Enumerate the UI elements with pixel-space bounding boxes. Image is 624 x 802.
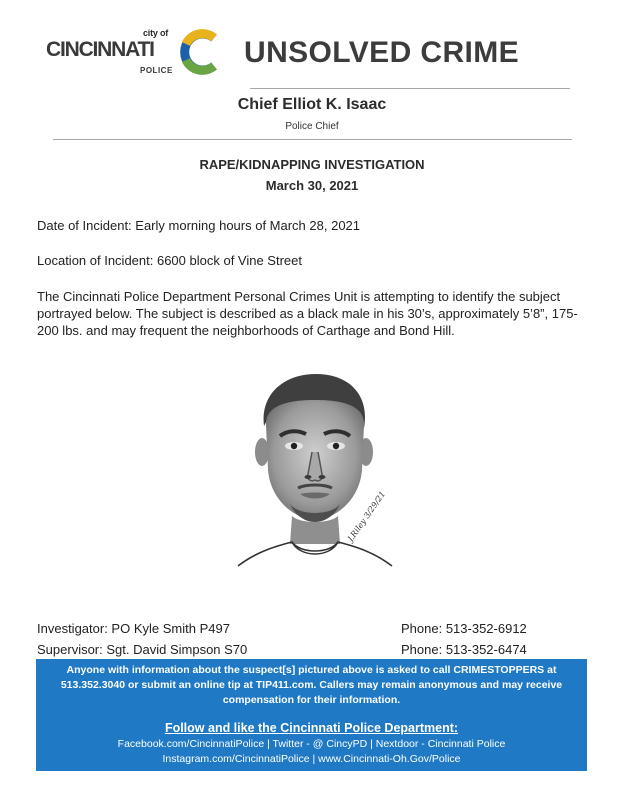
follow-heading: Follow and like the Cincinnati Police Department: (164, 721, 459, 735)
social-links-line-1: Facebook.com/CincinnatiPolice | Twitter - @ CincyPD | Nextdoor - Cincinnati Police (117, 738, 506, 750)
sketch-artist-signature: J.Riley 3/29/21 (346, 489, 388, 544)
banner-line: compensation for their information. (222, 694, 401, 706)
banner-line: 513.352.3040 or submit an online tip at TIP411.com. Callers may remain anonymous and may receive (60, 679, 563, 691)
investigator-name: Investigator: PO Kyle Smith P497 (37, 621, 230, 636)
investigation-date: March 30, 2021 (265, 178, 359, 193)
banner-line: Anyone with information about the suspect[s] pictured above is asked to call CRIMESTOPPERS at (66, 664, 557, 676)
logo-police-text: POLICE (140, 66, 173, 75)
logo-c-emblem-icon (174, 26, 226, 78)
header-divider-bottom (53, 139, 572, 140)
logo-city-of-text: city of (143, 28, 169, 38)
incident-location: Location of Incident: 6600 block of Vine Street (37, 253, 302, 268)
crimestoppers-banner (36, 659, 587, 771)
header-divider-top (250, 88, 570, 89)
logo-cincinnati-text: CINCINNATI (46, 38, 154, 61)
investigator-phone: Phone: 513-352-6912 (401, 621, 527, 636)
chief-name: Chief Elliot K. Isaac (237, 96, 387, 113)
incident-date: Date of Incident: Early morning hours of March 28, 2021 (37, 218, 361, 233)
suspect-sketch-image (236, 366, 394, 582)
description-line: The Cincinnati Police Department Personal Crimes Unit is attempting to identify the subject (37, 289, 561, 304)
supervisor-name: Supervisor: Sgt. David Simpson S70 (37, 642, 248, 657)
description-line: portrayed below. The subject is described as a black male in his 30’s, approximately 5’8”, 175- (37, 306, 578, 321)
unsolved-crime-headline: UNSOLVED CRIME (244, 36, 520, 69)
chief-title: Police Chief (285, 121, 339, 132)
incident-description (37, 288, 585, 339)
supervisor-phone: Phone: 513-352-6474 (401, 642, 527, 657)
social-links-line-2: Instagram.com/CincinnatiPolice | www.Cincinnati-Oh.Gov/Police (162, 753, 461, 765)
description-line: 200 lbs. and may frequent the neighborhoods of Carthage and Bond Hill. (37, 323, 455, 338)
investigation-title: RAPE/KIDNAPPING INVESTIGATION (199, 157, 425, 172)
